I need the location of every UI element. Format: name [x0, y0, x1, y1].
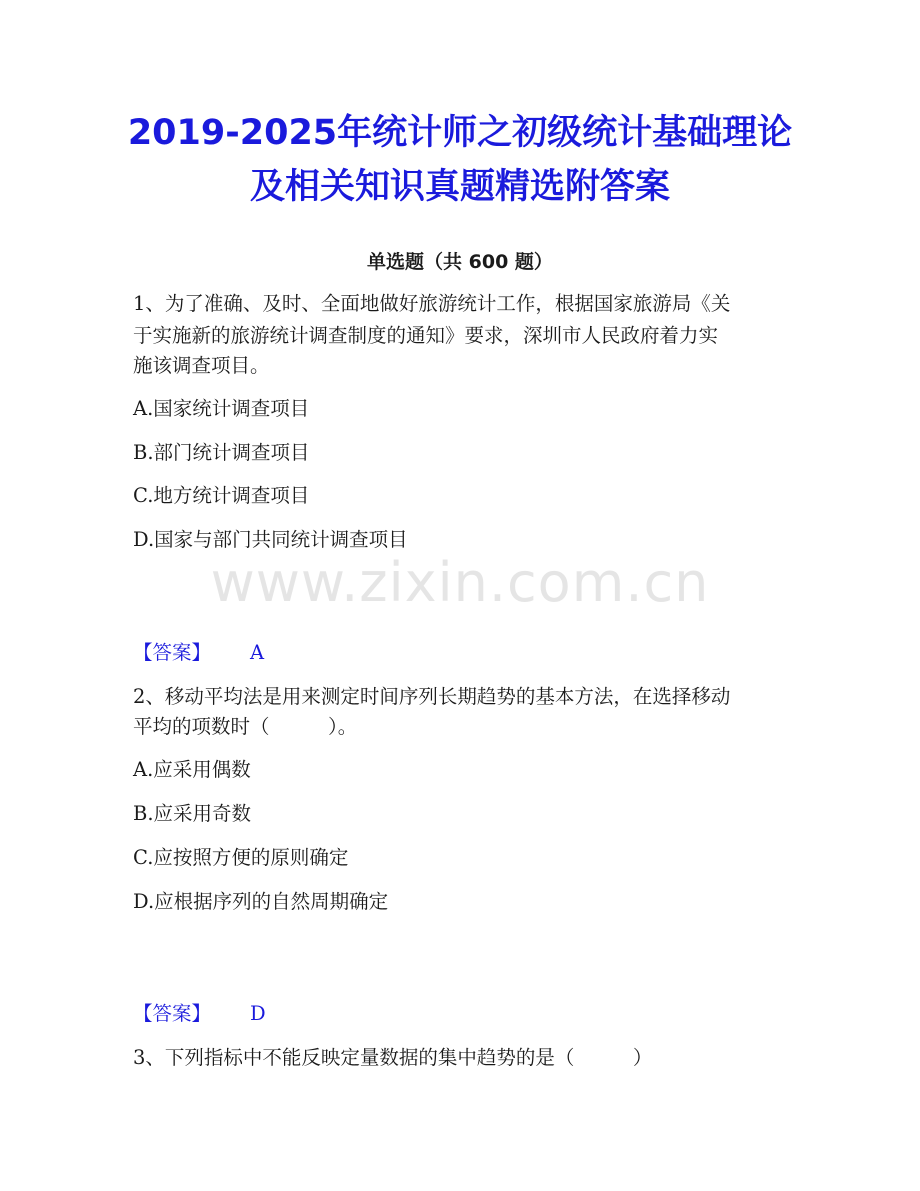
- question-2-text-line-2: 平均的项数时（ ）。: [133, 715, 358, 738]
- document-title-line-1: 2019-2025年统计师之初级统计基础理论: [127, 113, 793, 153]
- question-2-answer-value: D: [250, 1002, 266, 1025]
- question-1-text-line-2: 于实施新的旅游统计调查制度的通知》要求，深圳市人民政府着力实: [133, 324, 719, 347]
- question-2-option-a: A.应采用偶数: [133, 758, 251, 781]
- question-2-text-line-1: 2、移动平均法是用来测定时间序列长期趋势的基本方法，在选择移动: [133, 685, 731, 708]
- question-1-answer-value: A: [250, 641, 265, 664]
- question-3-text-line-1: 3、下列指标中不能反映定量数据的集中趋势的是（ ）: [133, 1046, 653, 1069]
- question-1-text-line-3: 施该调查项目。: [133, 354, 270, 377]
- question-1-answer-label: 【答案】: [133, 641, 212, 664]
- question-1-option-d: D.国家与部门共同统计调查项目: [133, 528, 408, 551]
- question-2-option-d: D.应根据序列的自然周期确定: [133, 890, 389, 913]
- question-2-answer-label: 【答案】: [133, 1002, 212, 1025]
- question-1-option-c: C.地方统计调查项目: [133, 484, 310, 507]
- question-1-option-a: A.国家统计调查项目: [133, 397, 310, 420]
- question-1-text-line-1: 1、为了准确、及时、全面地做好旅游统计工作，根据国家旅游局《关: [133, 292, 731, 315]
- question-2-option-b: B.应采用奇数: [133, 802, 252, 825]
- watermark: www.zixin.com.cn: [210, 551, 710, 614]
- section-heading: 单选题（共 600 题）: [367, 251, 553, 273]
- question-2-option-c: C.应按照方便的原则确定: [133, 846, 349, 869]
- document-title-line-2: 及相关知识真题精选附答案: [249, 167, 670, 207]
- question-1-option-b: B.部门统计调查项目: [133, 441, 310, 464]
